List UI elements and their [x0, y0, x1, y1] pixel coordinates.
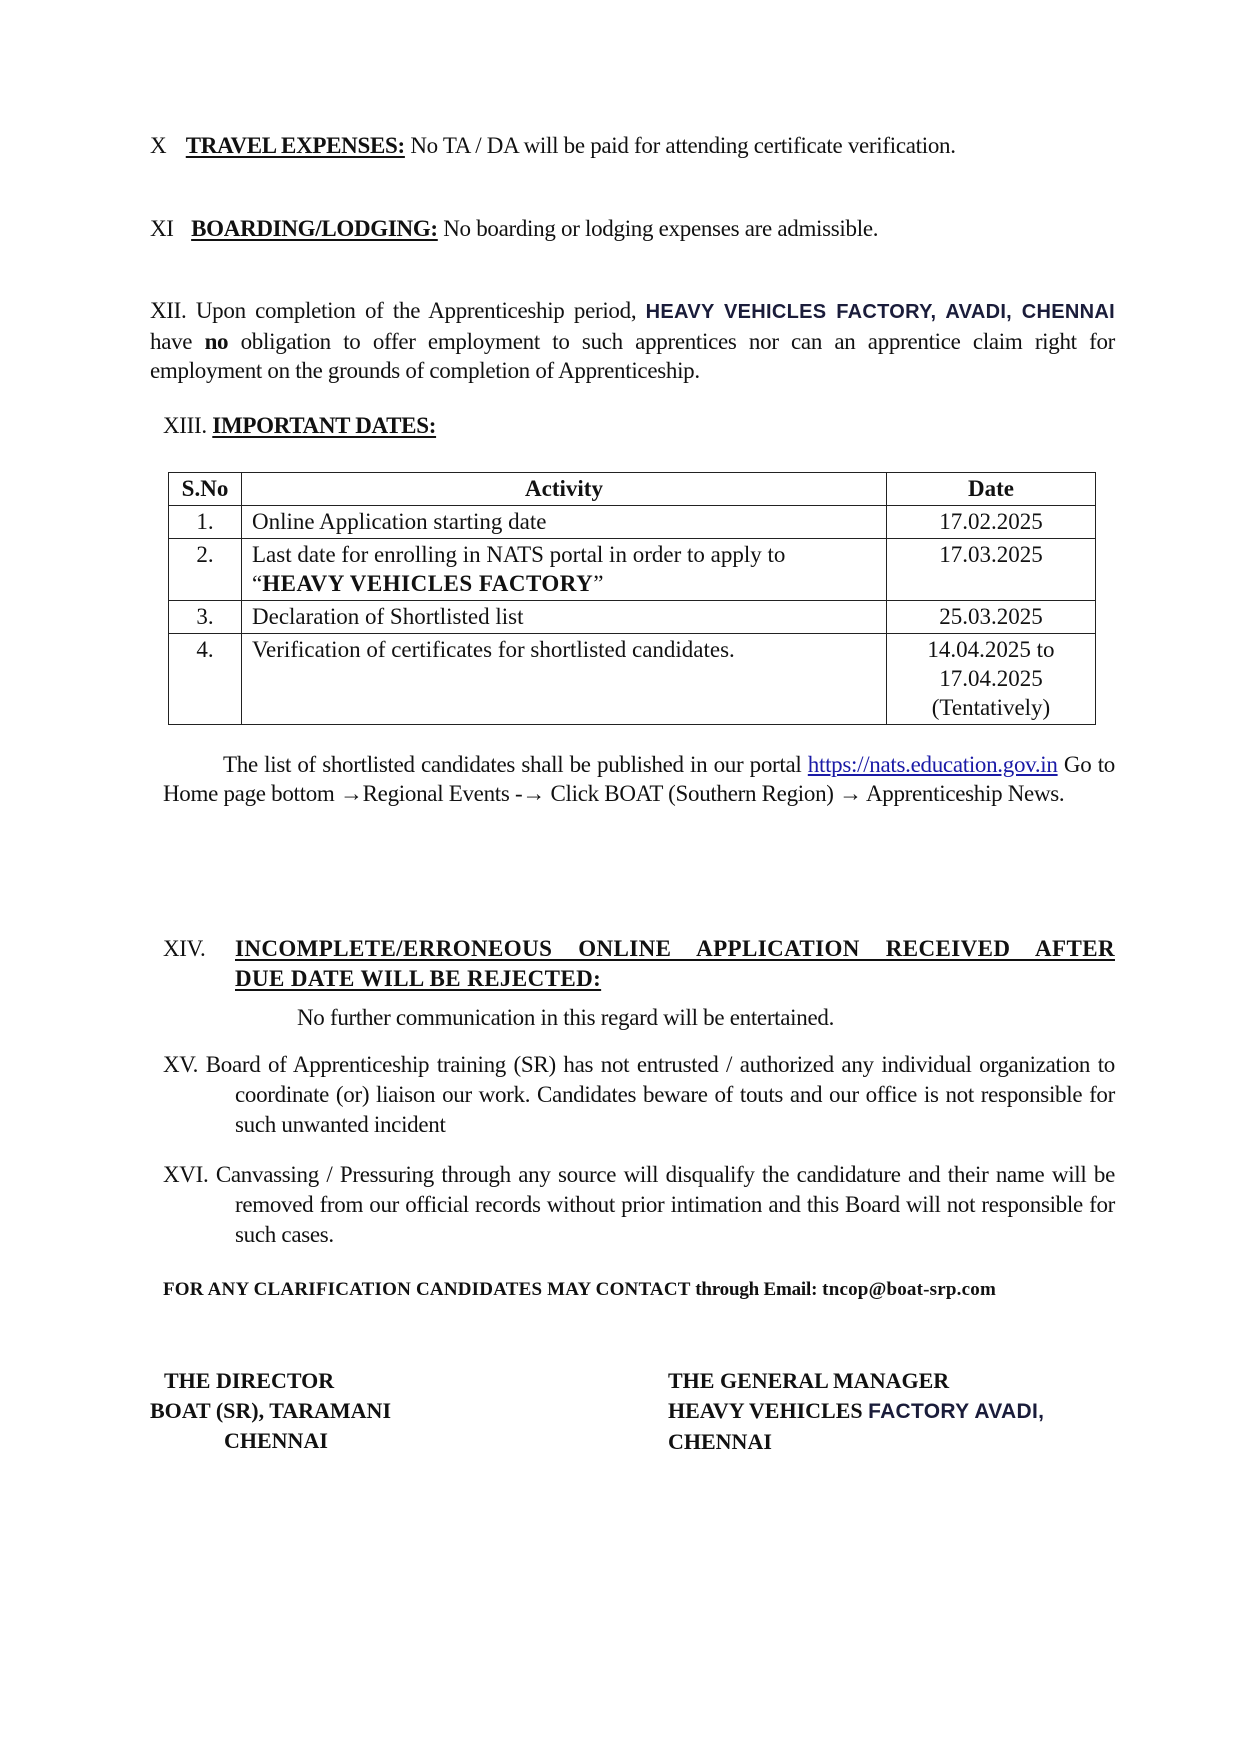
- signature-city: CHENNAI: [668, 1429, 772, 1454]
- contact-label: FOR ANY CLARIFICATION CANDIDATES MAY CONTACT: [163, 1279, 691, 1300]
- date-note: (Tentatively): [931, 695, 1051, 720]
- section-text-mid: have: [150, 329, 193, 354]
- contact-label-rest: through Email:: [695, 1279, 818, 1300]
- section-text-before: Upon completion of the Apprenticeship period,: [195, 298, 637, 323]
- contact-line: [163, 1279, 996, 1301]
- table-row: [169, 601, 1096, 634]
- activity-text: Last date for enrolling in NATS portal in order to apply to: [252, 542, 786, 567]
- section-number: XVI.: [163, 1162, 209, 1187]
- section-number: X: [150, 133, 167, 158]
- header-date: Date: [887, 473, 1096, 506]
- cell-date: 17.02.2025: [887, 506, 1096, 539]
- header-activity: Activity: [242, 473, 887, 506]
- activity-bold: HEAVY VEHICLES FACTORY: [262, 571, 594, 596]
- signature-general-manager: [668, 1366, 1128, 1457]
- cell-activity: Declaration of Shortlisted list: [242, 601, 887, 634]
- section-xi: [150, 214, 1110, 244]
- signature-title: THE DIRECTOR: [164, 1368, 335, 1393]
- section-heading: IMPORTANT DATES:: [212, 413, 437, 438]
- portal-note: [163, 750, 1115, 808]
- section-xv: [163, 1050, 1115, 1140]
- section-text: Board of Apprenticeship training (SR) has not entrusted / authorized any individual organization to coordinate (or) liaison our work. Candidates beware of touts and our office is not responsible for such unwanted incident: [205, 1052, 1116, 1137]
- cell-sno: 4.: [169, 634, 242, 725]
- signature-org: BOAT (SR), TARAMANI: [150, 1398, 392, 1423]
- section-xvi: [163, 1160, 1115, 1250]
- section-xii: [150, 296, 1115, 385]
- section-xiii-title: [163, 411, 436, 441]
- cell-sno: 2.: [169, 539, 242, 601]
- cell-date: [887, 634, 1096, 725]
- table-header-row: [169, 473, 1096, 506]
- cell-activity: Online Application starting date: [242, 506, 887, 539]
- signature-org: [668, 1396, 1128, 1427]
- section-xiv: [163, 934, 1115, 994]
- cell-date: 25.03.2025: [887, 601, 1096, 634]
- section-heading: [235, 934, 1115, 994]
- date-line: 17.04.2025: [939, 666, 1043, 691]
- section-number: XI: [150, 216, 174, 241]
- signature-director: [150, 1366, 410, 1456]
- note-text-before: The list of shortlisted candidates shall be published in our portal: [223, 752, 802, 777]
- signature-org-sans: FACTORY AVADI,: [868, 1400, 1045, 1423]
- section-heading: BOARDING/LODGING:: [191, 216, 438, 241]
- section-number: XIV.: [163, 936, 206, 961]
- emphasis-no: no: [204, 329, 229, 354]
- header-sno: S.No: [169, 473, 242, 506]
- nats-portal-link[interactable]: https://nats.education.gov.in: [807, 752, 1058, 777]
- cell-activity: Verification of certificates for shortlisted candidates.: [242, 634, 887, 725]
- open-quote: “: [252, 571, 263, 596]
- table-row: [169, 634, 1096, 725]
- heading-line-1: INCOMPLETE/ERRONEOUS ONLINE APPLICATION RECEIVED AFTER: [235, 936, 1115, 961]
- cell-sno: 3.: [169, 601, 242, 634]
- date-line: 14.04.2025 to: [927, 637, 1055, 662]
- section-number: XV.: [163, 1052, 199, 1077]
- signature-title: THE GENERAL MANAGER: [668, 1368, 950, 1393]
- signature-org-serif: HEAVY VEHICLES: [668, 1398, 863, 1423]
- cell-sno: 1.: [169, 506, 242, 539]
- heading-line-2: DUE DATE WILL BE REJECTED:: [235, 966, 602, 991]
- cell-activity: [242, 539, 887, 601]
- section-xiv-text: No further communication in this regard will be entertained.: [297, 1005, 835, 1030]
- section-text: Canvassing / Pressuring through any source will disqualify the candidature and their name will be removed from our official records without prior intimation and this Board will not responsible for such cases.: [215, 1162, 1115, 1247]
- signature-city: CHENNAI: [224, 1428, 328, 1453]
- cell-date: 17.03.2025: [887, 539, 1096, 601]
- table-row: [169, 506, 1096, 539]
- section-text: No boarding or lodging expenses are admissible.: [443, 216, 879, 241]
- section-number: XII.: [150, 298, 187, 323]
- section-heading: TRAVEL EXPENSES:: [185, 133, 405, 158]
- important-dates-table: [168, 472, 1096, 725]
- note-text-after: Go to Home page bottom →Regional Events -→ Click BOAT (Southern Region) → Apprenticeship News.: [163, 752, 1115, 806]
- table-row: [169, 539, 1096, 601]
- section-text: No TA / DA will be paid for attending certificate verification.: [410, 133, 956, 158]
- section-x: [150, 131, 1110, 161]
- section-number: XIII.: [163, 413, 207, 438]
- contact-email[interactable]: tncop@boat-srp.com: [822, 1279, 996, 1300]
- close-quote: ”: [593, 571, 604, 596]
- section-text-after: obligation to offer employment to such apprentices nor can an apprentice claim right for employment on the grounds of completion of Apprenticeship.: [150, 329, 1116, 383]
- org-name: HEAVY VEHICLES FACTORY, AVADI, CHENNAI: [645, 301, 1116, 323]
